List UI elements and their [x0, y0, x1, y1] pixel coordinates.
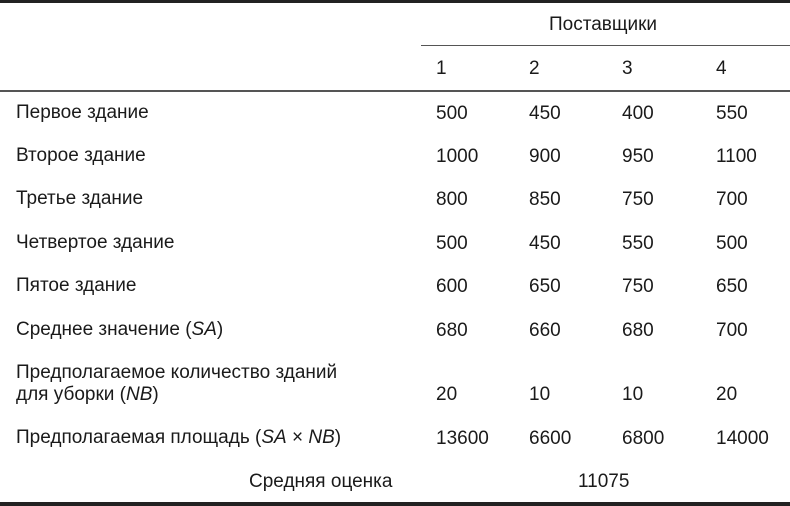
- row-label: Пятое здание: [16, 275, 137, 296]
- table-cell: 850: [529, 189, 561, 210]
- table-cell: 650: [529, 276, 561, 297]
- table-cell: 1100: [716, 146, 757, 167]
- table-cell: 1000: [436, 146, 479, 167]
- row-label: Четвертое здание: [16, 232, 175, 253]
- table-cell: 20: [436, 384, 458, 405]
- table-cell: 14000: [716, 428, 769, 449]
- table-cell: 700: [716, 320, 748, 341]
- row-label-buildings-count: Предполагаемое количество зданий для уборки (NB): [16, 362, 338, 405]
- table-cell: 680: [622, 320, 654, 341]
- row-label-average: Среднее значение (SA): [16, 319, 224, 340]
- summary-label: Средняя оценка: [249, 471, 393, 492]
- table-cell: 400: [622, 103, 654, 124]
- table-cell: 750: [622, 189, 654, 210]
- table-cell: 800: [436, 189, 468, 210]
- table-cell: 680: [436, 320, 468, 341]
- table-cell: 13600: [436, 428, 489, 449]
- table-cell: 550: [622, 233, 654, 254]
- column-header-1: 1: [436, 58, 447, 79]
- column-header-4: 4: [716, 58, 727, 79]
- table-cell: 6800: [622, 428, 665, 449]
- table-cell: 550: [716, 103, 748, 124]
- header-rule: [0, 90, 790, 92]
- table-cell: 950: [622, 146, 654, 167]
- column-header-2: 2: [529, 58, 540, 79]
- top-rule: [0, 0, 790, 3]
- table-cell: 500: [436, 233, 468, 254]
- table-cell: 20: [716, 384, 738, 405]
- table-cell: 10: [622, 384, 644, 405]
- table-cell: 450: [529, 103, 561, 124]
- table-cell: 6600: [529, 428, 572, 449]
- table-cell: 660: [529, 320, 561, 341]
- row-label: Первое здание: [16, 102, 149, 123]
- summary-value: 11075: [578, 471, 630, 492]
- table-cell: 750: [622, 276, 654, 297]
- table-cell: 500: [436, 103, 468, 124]
- bottom-rule: [0, 502, 790, 506]
- suppliers-header: Поставщики: [549, 14, 658, 35]
- table-cell: 600: [436, 276, 468, 297]
- row-label: Второе здание: [16, 145, 146, 166]
- table-cell: 450: [529, 233, 561, 254]
- suppliers-underline: [421, 45, 790, 46]
- table-cell: 650: [716, 276, 748, 297]
- table-cell: 900: [529, 146, 561, 167]
- table-cell: 10: [529, 384, 551, 405]
- row-label-area: Предполагаемая площадь (SA × NB): [16, 427, 342, 448]
- column-header-3: 3: [622, 58, 633, 79]
- table-cell: 700: [716, 189, 748, 210]
- table-cell: 500: [716, 233, 748, 254]
- row-label: Третье здание: [16, 188, 144, 209]
